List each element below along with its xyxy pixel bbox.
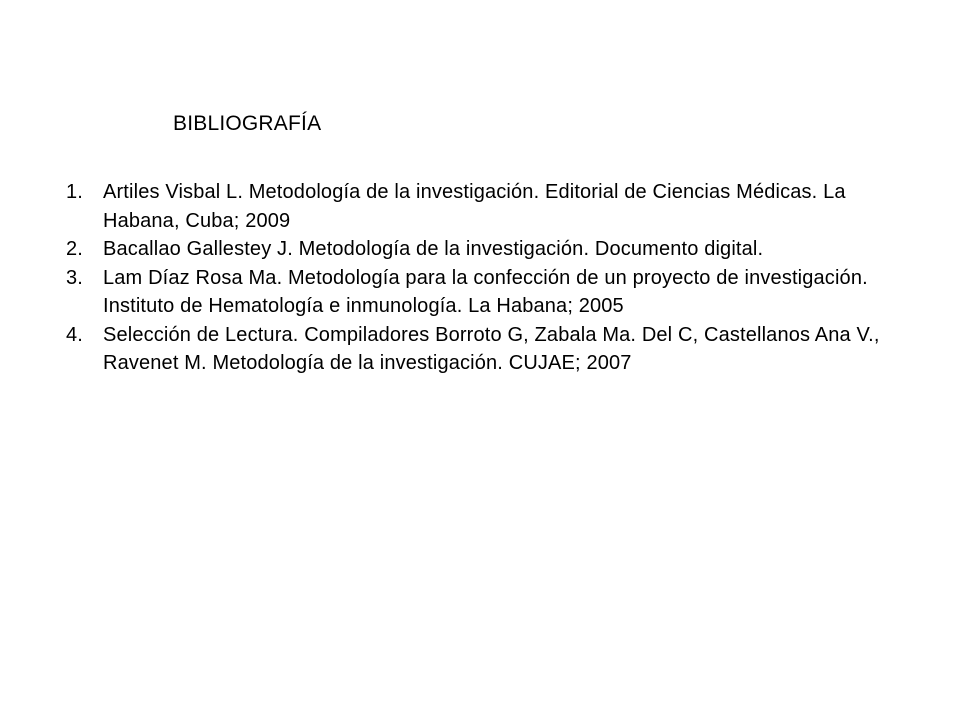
- reference-number: 4.: [66, 323, 83, 346]
- list-item: [66, 178, 896, 235]
- list-item: [66, 235, 896, 264]
- reference-text: Selección de Lectura. Compiladores Borroto G, Zabala Ma. Del C, Castellanos Ana V., Ravenet M. Metodología de la investigación. CUJAE; 2007: [103, 323, 880, 374]
- reference-number: 2.: [66, 238, 83, 260]
- bibliography-list: [66, 178, 896, 378]
- reference-text: Lam Díaz Rosa Ma. Metodología para la confección de un proyecto de investigación. Instituto de Hematología e inmunología. La Habana; 2005: [103, 266, 868, 317]
- reference-number: 1.: [66, 181, 83, 203]
- reference-text: Artiles Visbal L. Metodología de la investigación. Editorial de Ciencias Médicas. La Habana, Cuba; 2009: [103, 181, 846, 232]
- page-title: BIBLIOGRAFÍA: [173, 112, 322, 135]
- reference-number: 3.: [66, 266, 83, 289]
- list-item: [66, 264, 896, 321]
- reference-text: Bacallao Gallestey J. Metodología de la investigación. Documento digital.: [103, 238, 764, 260]
- list-item: [66, 321, 896, 378]
